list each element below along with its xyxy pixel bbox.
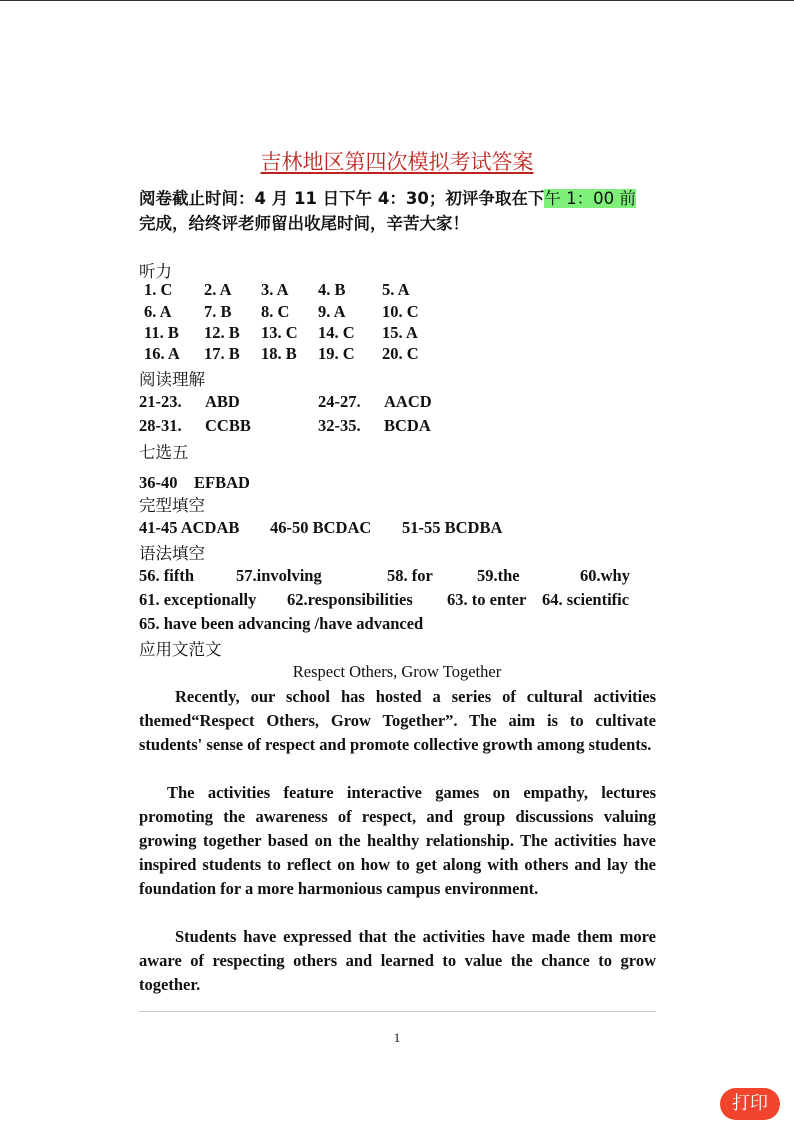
- page-number: 1: [393, 1030, 401, 1045]
- listening-answer: 13. C: [261, 323, 298, 342]
- listening-answer: 7. B: [204, 302, 232, 321]
- grammar-item: 56. fifth: [139, 566, 194, 585]
- top-border: [0, 0, 794, 1]
- page-title: 吉林地区第四次模拟考试答案: [260, 150, 534, 174]
- grammar-item: 63. to enter: [447, 590, 527, 609]
- listening-answer: 18. B: [261, 344, 297, 363]
- grammar-item: 61. exceptionally: [139, 590, 257, 609]
- grammar-item: 58. for: [387, 566, 433, 585]
- listening-answer: 16. A: [144, 344, 180, 363]
- print-button[interactable]: 打印: [720, 1088, 780, 1120]
- grammar-item: 65. have been advancing /have advanced: [139, 614, 424, 633]
- listening-answer: 17. B: [204, 344, 240, 363]
- notice-line2: 完成，给终评老师留出收尾时间，辛苦大家！: [139, 214, 469, 233]
- reading-answer: CCBB: [205, 416, 251, 435]
- listening-answer: 2. A: [204, 280, 232, 299]
- reading-range: 28-31.: [139, 416, 182, 435]
- reading-answer: ABD: [205, 392, 240, 411]
- writing-heading: 应用文范文: [139, 640, 222, 659]
- listening-answer: 3. A: [261, 280, 289, 299]
- cloze-item: 51-55 BCDBA: [402, 518, 503, 537]
- cloze-heading: 完型填空: [139, 496, 205, 515]
- listening-answer: 19. C: [318, 344, 355, 363]
- grammar-item: 59.the: [477, 566, 520, 585]
- seven-heading: 七选五: [139, 443, 189, 462]
- listening-answer: 1. C: [144, 280, 173, 299]
- grammar-item: 64. scientific: [542, 590, 630, 609]
- essay-paragraph: Recently, our school has hosted a series of cultural activities themed“Respect Others, Grow Together”. The aim is to cultivate students' sense of respect and promote collective growth among students.: [139, 687, 656, 754]
- cloze-item: 41-45 ACDAB: [139, 518, 240, 537]
- grammar-item: 62.responsibilities: [287, 590, 413, 609]
- essay-paragraph: Students have expressed that the activities have made them more aware of respecting others and learned to value the chance to grow together.: [139, 927, 656, 994]
- reading-heading: 阅读理解: [139, 370, 205, 389]
- listening-answer: 20. C: [382, 344, 419, 363]
- listening-answer: 14. C: [318, 323, 355, 342]
- listening-answer: 6. A: [144, 302, 172, 321]
- listening-answer: 11. B: [144, 323, 179, 342]
- grammar-item: 60.why: [580, 566, 630, 585]
- notice-highlight: 午 1：00 前: [544, 189, 636, 208]
- listening-answer: 10. C: [382, 302, 419, 321]
- notice-line1: 阅卷截止时间：4 月 11 日下午 4：30；初评争取在下: [139, 189, 545, 208]
- cloze-item: 46-50 BCDAC: [270, 518, 372, 537]
- listening-answer: 5. A: [382, 280, 410, 299]
- reading-range: 24-27.: [318, 392, 361, 411]
- listening-answer: 8. C: [261, 302, 290, 321]
- reading-range: 32-35.: [318, 416, 361, 435]
- reading-answer: BCDA: [384, 416, 431, 435]
- reading-range: 21-23.: [139, 392, 182, 411]
- essay-paragraph: The activities feature interactive games on empathy, lectures promoting the awareness of respect, and group discussions valuing growing together based on the healthy relationship. The activities have inspired students to reflect on how to get along with others and lay the foundation for a more harmonious campus environment.: [139, 783, 656, 898]
- listening-answer: 9. A: [318, 302, 346, 321]
- listening-answer: 15. A: [382, 323, 418, 342]
- listening-answer: 12. B: [204, 323, 240, 342]
- grammar-heading: 语法填空: [139, 544, 205, 563]
- seven-answer: 36-40 EFBAD: [139, 473, 250, 492]
- essay-title: Respect Others, Grow Together: [292, 662, 502, 681]
- grading-notice: [139, 186, 659, 236]
- footer-divider: [139, 1011, 656, 1012]
- listening-answer: 4. B: [318, 280, 346, 299]
- listening-heading: 听力: [139, 262, 172, 281]
- reading-answer: AACD: [384, 392, 432, 411]
- grammar-item: 57.involving: [236, 566, 322, 585]
